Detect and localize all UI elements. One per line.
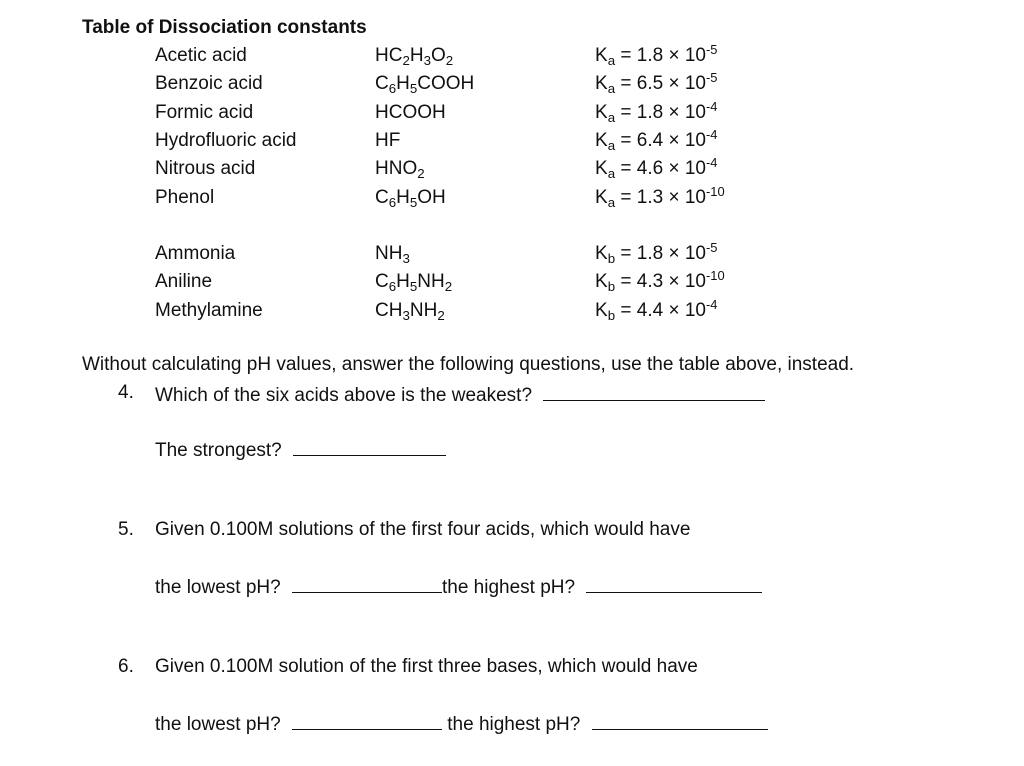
times-ten: × 10 xyxy=(663,300,706,321)
times-ten: × 10 xyxy=(663,271,706,292)
formula-part: C xyxy=(375,187,389,208)
q5-lowest-answer-blank[interactable] xyxy=(292,574,442,593)
q5-highest-label: the highest pH? xyxy=(441,577,576,598)
constant-symbol-subscript: b xyxy=(607,250,616,266)
acid-formula xyxy=(375,130,400,152)
constant-coefficient: 4.6 xyxy=(636,158,664,179)
acid-name: Benzoic acid xyxy=(155,73,263,94)
constant-coefficient: 4.4 xyxy=(636,300,664,321)
q5-highest-answer-blank[interactable] xyxy=(586,574,762,593)
formula-part: H xyxy=(396,73,410,94)
formula-subscript: 6 xyxy=(388,80,397,96)
base-name: Methylamine xyxy=(155,300,263,321)
equals-sign: = xyxy=(615,187,637,208)
acid-name: Hydrofluoric acid xyxy=(155,130,297,151)
base-name: Ammonia xyxy=(155,243,236,264)
base-constant xyxy=(595,267,725,294)
q6-highest-label: the highest pH? xyxy=(447,714,581,735)
constant-symbol-subscript: a xyxy=(607,80,616,96)
acid-name: Nitrous acid xyxy=(155,158,256,179)
constant-symbol: K xyxy=(595,243,608,264)
formula-part: NH xyxy=(409,300,438,321)
formula-subscript: 2 xyxy=(402,52,410,68)
constant-coefficient: 4.3 xyxy=(636,271,664,292)
acid-formula xyxy=(375,45,453,67)
constant-exponent: -10 xyxy=(705,183,725,199)
formula-part: COOH xyxy=(417,73,475,94)
formula-part: HCOOH xyxy=(375,102,446,123)
constant-coefficient: 1.8 xyxy=(636,45,664,66)
constant-symbol: K xyxy=(595,187,608,208)
constant-symbol-subscript: b xyxy=(607,307,616,323)
constant-exponent: -5 xyxy=(705,41,718,57)
base-formula xyxy=(375,243,410,265)
times-ten: × 10 xyxy=(663,102,706,123)
equals-sign: = xyxy=(615,243,637,264)
constant-exponent: -5 xyxy=(705,239,718,255)
constant-symbol: K xyxy=(595,300,608,321)
question-5-number: 5. xyxy=(118,519,134,540)
formula-part: C xyxy=(375,271,389,292)
question-5-text: Given 0.100M solutions of the first four acids, which would have xyxy=(155,519,691,540)
constant-exponent: -4 xyxy=(705,126,718,142)
constant-coefficient: 6.5 xyxy=(636,73,664,94)
acid-name: Acetic acid xyxy=(155,45,247,66)
formula-part: H xyxy=(396,187,410,208)
strongest-acid-answer-blank[interactable] xyxy=(293,437,446,456)
times-ten: × 10 xyxy=(663,73,706,94)
acid-name: Phenol xyxy=(155,187,215,208)
constant-symbol-subscript: b xyxy=(607,278,616,294)
formula-part: NH xyxy=(375,243,403,264)
constant-coefficient: 1.3 xyxy=(636,187,664,208)
equals-sign: = xyxy=(615,73,637,94)
times-ten: × 10 xyxy=(663,243,706,264)
question-4-number: 4. xyxy=(118,382,134,403)
question-4-strongest xyxy=(155,437,446,462)
formula-subscript: 3 xyxy=(402,307,410,323)
base-formula xyxy=(375,300,445,322)
constant-symbol-subscript: a xyxy=(607,109,616,125)
constant-symbol-subscript: a xyxy=(607,165,616,181)
acid-constant xyxy=(595,126,718,153)
formula-subscript: 5 xyxy=(409,278,418,294)
question-4 xyxy=(155,382,765,407)
base-constant xyxy=(595,239,718,266)
equals-sign: = xyxy=(615,102,637,123)
equals-sign: = xyxy=(615,45,637,66)
constant-symbol: K xyxy=(595,158,608,179)
formula-part: C xyxy=(375,73,389,94)
question-4-text: Which of the six acids above is the weakest? xyxy=(155,385,533,406)
constant-exponent: -4 xyxy=(705,296,718,312)
formula-part: HNO xyxy=(375,158,418,179)
constant-exponent: -4 xyxy=(705,154,718,170)
formula-subscript: 2 xyxy=(417,165,425,181)
formula-subscript: 6 xyxy=(388,278,397,294)
acid-name: Formic acid xyxy=(155,102,254,123)
times-ten: × 10 xyxy=(663,130,706,151)
formula-subscript: 3 xyxy=(402,250,410,266)
constant-exponent: -5 xyxy=(705,69,718,85)
constant-symbol: K xyxy=(595,130,608,151)
formula-part: CH xyxy=(375,300,403,321)
equals-sign: = xyxy=(615,130,637,151)
formula-part: H xyxy=(409,45,424,66)
instructions: Without calculating pH values, answer the following questions, use the table above, instead. xyxy=(82,354,855,375)
q5-lowest-label: the lowest pH? xyxy=(155,577,281,598)
q6-highest-answer-blank[interactable] xyxy=(592,711,768,730)
constant-coefficient: 1.8 xyxy=(636,243,664,264)
acid-constant xyxy=(595,41,718,68)
acid-constant xyxy=(595,98,718,125)
formula-subscript: 3 xyxy=(423,52,431,68)
formula-subscript: 2 xyxy=(445,52,454,68)
constant-coefficient: 1.8 xyxy=(636,102,664,123)
constant-symbol-subscript: a xyxy=(607,52,616,68)
times-ten: × 10 xyxy=(663,187,706,208)
constant-symbol-subscript: a xyxy=(607,194,616,210)
question-6-text: Given 0.100M solution of the first three bases, which would have xyxy=(155,656,698,677)
strongest-label: The strongest? xyxy=(155,440,282,461)
equals-sign: = xyxy=(615,158,637,179)
constant-symbol-subscript: a xyxy=(607,137,616,153)
base-name: Aniline xyxy=(155,271,213,292)
times-ten: × 10 xyxy=(663,45,706,66)
formula-part: HC xyxy=(375,45,403,66)
base-constant xyxy=(595,296,718,323)
constant-exponent: -4 xyxy=(705,98,718,114)
formula-part: H xyxy=(396,271,410,292)
constant-exponent: -10 xyxy=(705,267,725,283)
q6-lowest-answer-blank[interactable] xyxy=(292,711,442,730)
q6-lowest-label: the lowest pH? xyxy=(155,714,281,735)
constant-coefficient: 6.4 xyxy=(636,130,664,151)
table-title: Table of Dissociation constants xyxy=(82,17,367,38)
acid-constant xyxy=(595,154,718,181)
formula-subscript: 5 xyxy=(409,194,418,210)
formula-part: HF xyxy=(375,130,401,151)
base-formula xyxy=(375,271,452,293)
equals-sign: = xyxy=(615,271,637,292)
acid-formula xyxy=(375,158,425,180)
acid-constant xyxy=(595,183,725,210)
question-6-answers xyxy=(155,711,768,736)
acid-formula xyxy=(375,187,446,209)
formula-subscript: 5 xyxy=(409,80,418,96)
constant-symbol: K xyxy=(595,271,608,292)
formula-subscript: 2 xyxy=(444,278,453,294)
constant-symbol: K xyxy=(595,102,608,123)
constant-symbol: K xyxy=(595,73,608,94)
formula-part: NH xyxy=(417,271,445,292)
formula-part: O xyxy=(431,45,446,66)
equals-sign: = xyxy=(615,300,637,321)
times-ten: × 10 xyxy=(663,158,706,179)
acid-formula xyxy=(375,102,446,124)
question-6-number: 6. xyxy=(118,656,134,677)
constant-symbol: K xyxy=(595,45,608,66)
acid-constant xyxy=(595,69,718,96)
question-5-answers xyxy=(155,574,762,599)
acid-formula xyxy=(375,73,474,95)
formula-subscript: 6 xyxy=(388,194,397,210)
formula-part: OH xyxy=(417,187,446,208)
weakest-acid-answer-blank[interactable] xyxy=(543,382,765,401)
formula-subscript: 2 xyxy=(437,307,445,323)
